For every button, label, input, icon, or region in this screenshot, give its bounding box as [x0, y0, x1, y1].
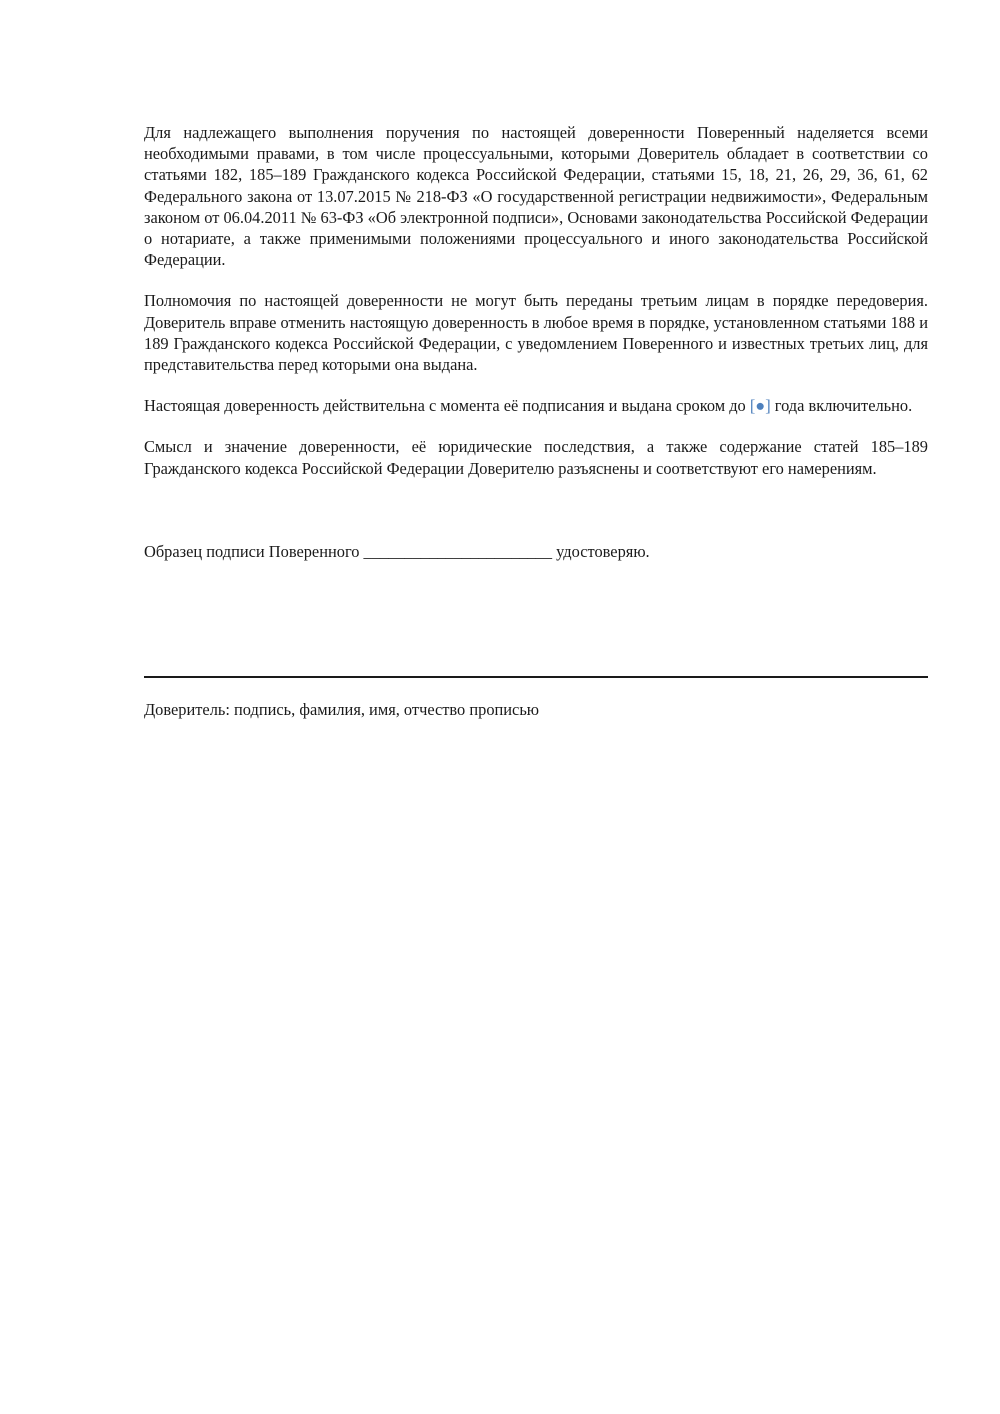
- paragraph-explanation: Смысл и значение доверенности, её юридические последствия, а также содержание статей 185–189 Гражданского кодекса Российской Федерации Доверителю разъяснены и соответствуют его намерениям.: [144, 437, 928, 478]
- principal-signature-caption: Доверитель: подпись, фамилия, имя, отчество прописью: [144, 700, 540, 720]
- validity-date-placeholder: [●]: [749, 396, 771, 416]
- paragraph-powers: Для надлежащего выполнения поручения по настоящей доверенности Поверенный наделяется всеми необходимыми правами, в том числе процессуальными, которыми Доверитель обладает в соответствии со статьями 182, 185–189 Гражданского кодекса Российской Федерации, статьями 15, 18, 21, 26, 29, 36, 61, 62 Федерального закона от 13.07.2015 № 218-ФЗ «О государственной регистрации недвижимости», Федеральным законом от 06.04.2011 № 63-ФЗ «Об электронной подписи», Основами законодательства Российской Федерации о нотариате, а также применимыми положениями процессуального и иного законодательства Российской Федерации.: [144, 123, 928, 270]
- principal-signature-rule: [144, 676, 928, 678]
- paragraph-no-delegation: Полномочия по настоящей доверенности не могут быть переданы третьим лицам в порядке передоверия. Доверитель вправе отменить настоящую доверенность в любое время в порядке, установленном статьями 188 и 189 Гражданского кодекса Российской Федерации, с уведомлением Поверенного и известных третьих лиц, для представительства перед которыми она выдана.: [144, 291, 928, 375]
- validity-text-start: Настоящая доверенность действительна с момента её подписания и выдана сроком до: [144, 396, 750, 416]
- paragraph-validity: [144, 395, 928, 416]
- validity-text-end: года включительно.: [770, 396, 913, 416]
- document-page: [144, 122, 928, 720]
- sample-signature-line: Образец подписи Поверенного _______________________ удостоверяю.: [144, 541, 650, 561]
